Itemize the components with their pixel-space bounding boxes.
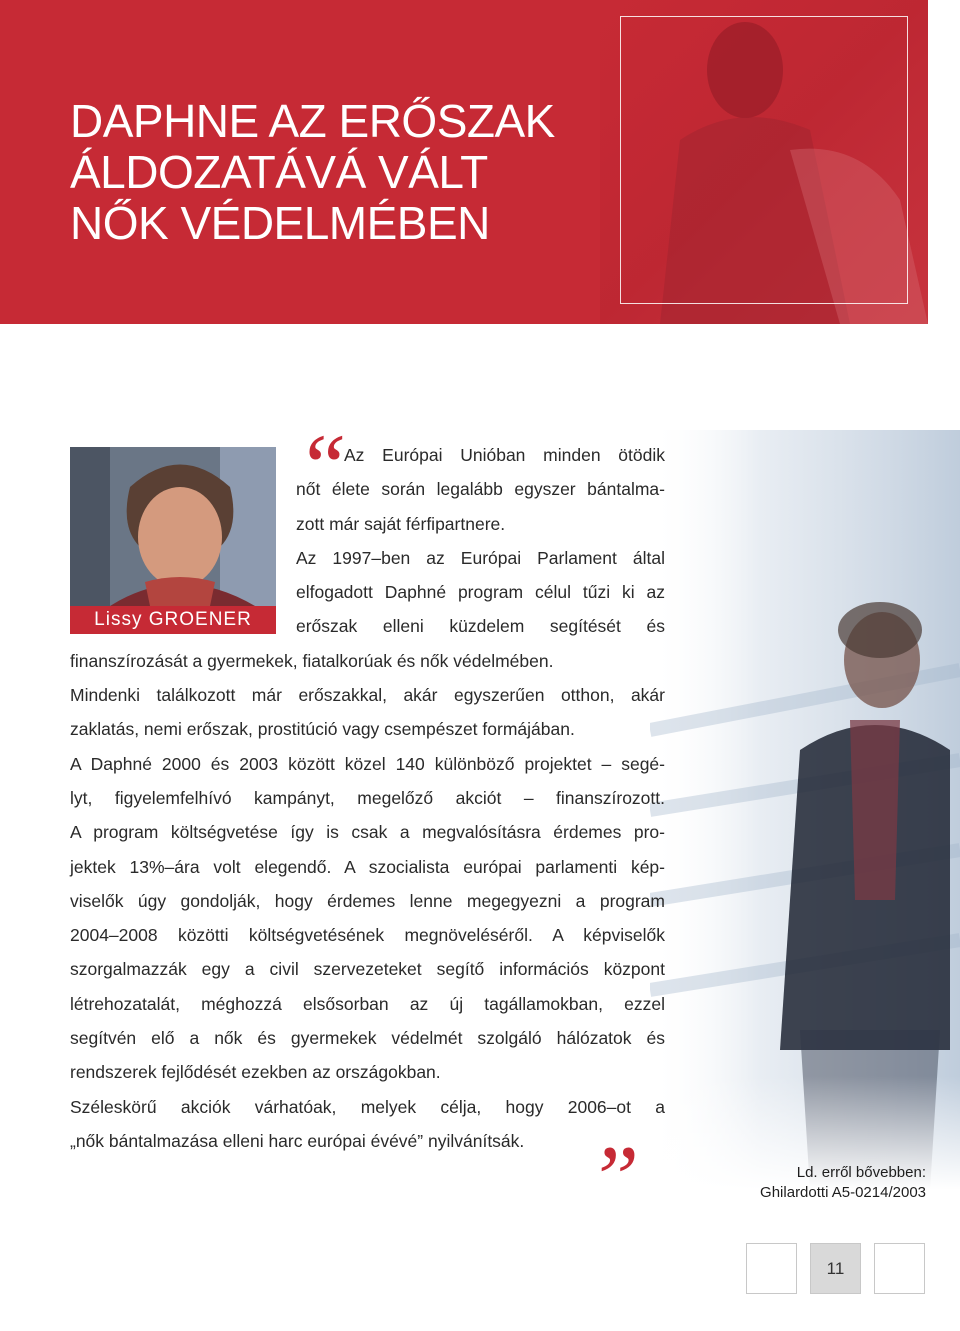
body-line: Az 1997–ben az Európai Parlament által bbox=[296, 547, 665, 568]
page-number: 11 bbox=[826, 1259, 845, 1278]
pager-box-left bbox=[746, 1243, 797, 1294]
blurred-woman-photo bbox=[650, 430, 960, 1190]
closing-quote-mark: ” bbox=[588, 1127, 640, 1229]
title-line-3: NŐK VÉDELMÉBEN bbox=[70, 197, 490, 249]
reference-note bbox=[760, 1163, 926, 1203]
body-line: „nők bántalmazása elleni harc európai évévé” nyilvánítsák. bbox=[70, 1130, 525, 1151]
body-line: segítvén elő a nők és gyermekek védelmét szolgáló hálózatok és bbox=[70, 1028, 665, 1049]
pager-box-right bbox=[874, 1243, 925, 1294]
body-line: erőszak elleni küzdelem segítését és bbox=[296, 616, 665, 637]
header-photo-frame bbox=[620, 16, 908, 304]
body-line: Széleskörű akciók várhatóak, melyek célja, hogy 2006–ot a bbox=[70, 1096, 665, 1117]
body-line: nőt élete során legalább egyszer bántalma- bbox=[296, 479, 665, 500]
body-line: finanszírozását a gyermekek, fiatalkorúak és nők védelmében. bbox=[70, 650, 554, 671]
body-line: rendszerek fejlődését ezekben az országokban. bbox=[70, 1062, 441, 1083]
body-line: elfogadott Daphné program célul tűzi ki az bbox=[296, 582, 665, 603]
body-line: zott már saját férfipartnere. bbox=[296, 513, 506, 534]
reference-line-1: Ld. erről bővebben: bbox=[796, 1164, 926, 1181]
body-line: A program költségvetése így is csak a megvalósításra érdemes pro- bbox=[70, 822, 665, 843]
body-line: szorgalmazzák egy a civil szervezeteket segítő információs központ bbox=[70, 959, 665, 980]
body-line: Mindenki találkozott már erőszakkal, akár egyszerűen otthon, akár bbox=[70, 685, 665, 706]
body-line: viselők úgy gondolják, hogy érdemes lenne megegyezni a program bbox=[70, 890, 665, 911]
opening-quote-mark: “ bbox=[296, 415, 348, 517]
body-line: 2004–2008 közötti költségvetésének megnöveléséről. A képviselők bbox=[70, 925, 665, 946]
portrait-caption: Lissy GROENER bbox=[70, 606, 276, 634]
reference-line-2: Ghilardotti A5-0214/2003 bbox=[760, 1184, 926, 1201]
title-line-2: ÁLDOZATÁVÁ VÁLT bbox=[70, 146, 488, 198]
body-line: A Daphné 2000 és 2003 között közel 140 különböző projektet – segé- bbox=[70, 753, 665, 774]
body-line: jektek 13%–ára volt elegendő. A szocialista európai parlamenti kép- bbox=[70, 856, 665, 877]
header-band bbox=[0, 0, 928, 324]
page-title bbox=[70, 96, 555, 249]
article-body bbox=[70, 438, 665, 1158]
body-line: zaklatás, nemi erőszak, prostitúció vagy csempészet formájában. bbox=[70, 719, 575, 740]
title-line-1: DAPHNE AZ ERŐSZAK bbox=[70, 95, 555, 147]
body-line: létrehozatalát, méghozzá elsősorban az új tagállamokban, ezzel bbox=[70, 993, 665, 1014]
body-line: lyt, figyelemfelhívó kampányt, megelőző akciót – finanszírozott. bbox=[70, 787, 665, 808]
body-line: Az Európai Unióban minden ötödik bbox=[344, 445, 665, 465]
